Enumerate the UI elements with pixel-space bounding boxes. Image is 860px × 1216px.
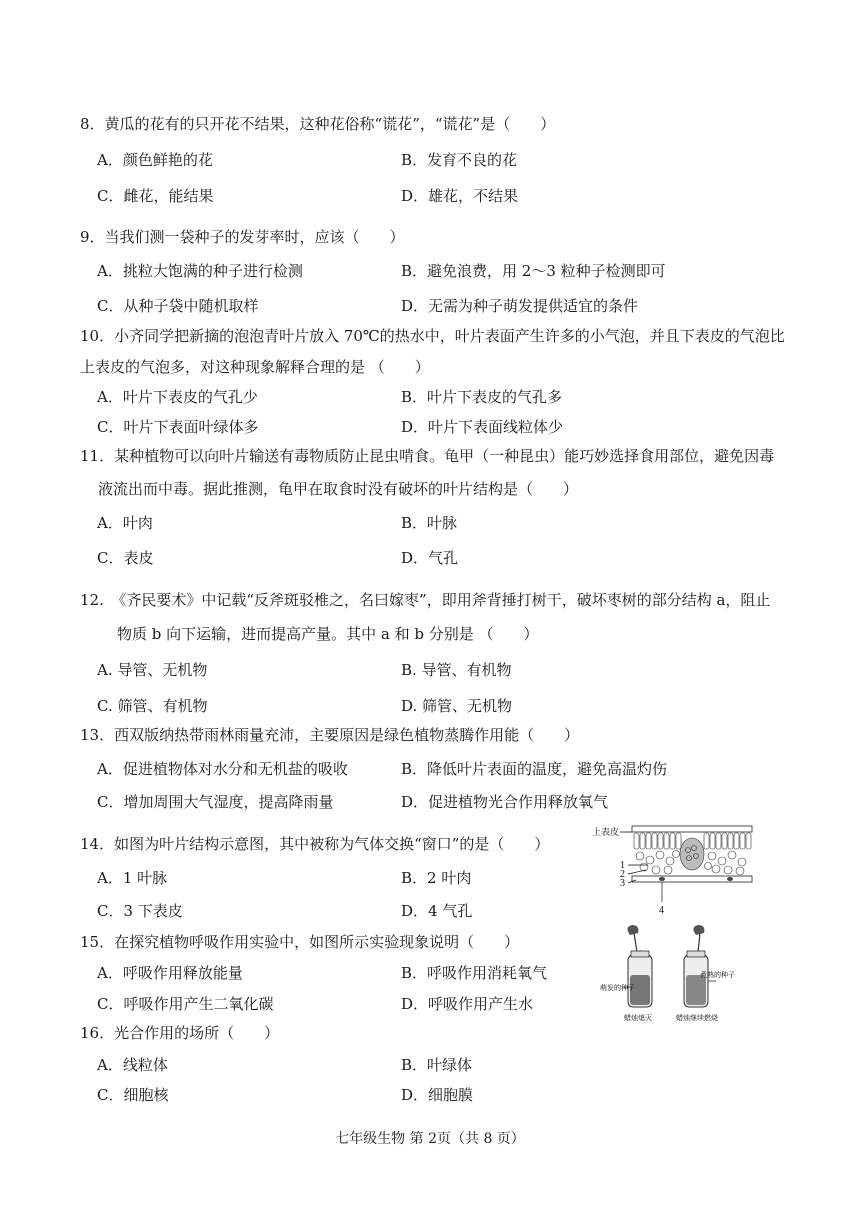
question-10-stem-line-1: 10．小齐同学把新摘的泡泡青叶片放入 70℃的热水中，叶片表面产生许多的小气泡，并且下表皮的气泡比	[80, 327, 785, 345]
question-12-option-d: D. 筛管、无机物	[401, 697, 513, 715]
question-11-stem-line-1: 11．某种植物可以向叶片输送有毒物质防止昆虫啃食。龟甲（一种昆虫）能巧妙选择食用部位，避免因毒	[80, 447, 775, 465]
question-9-option-b: B．避免浪费，用 2～3 粒种子检测即可	[401, 262, 666, 280]
question-14-option-d: D．4 气孔	[401, 902, 473, 920]
question-16-option-b: B．叶绿体	[401, 1056, 473, 1074]
question-12-option-a: A. 导管、无机物	[97, 661, 208, 679]
question-15-stem: 15．在探究植物呼吸作用实验中，如图所示实验现象说明（ ）	[80, 933, 520, 951]
question-16-option-c: C．细胞核	[97, 1086, 169, 1104]
caption-candle-out: 蜡烛熄灭	[624, 1014, 652, 1022]
question-10-option-a: A．叶片下表皮的气孔少	[97, 388, 258, 406]
question-10-option-d: D．叶片下表面线粒体少	[401, 418, 564, 436]
leaf-structure-figure	[592, 820, 757, 920]
question-15-option-b: B．呼吸作用消耗氧气	[401, 964, 548, 982]
question-9-option-d: D．无需为种子萌发提供适宜的条件	[401, 297, 639, 315]
question-8-option-d: D．雄花，不结果	[401, 187, 519, 205]
question-16-stem: 16．光合作用的场所（ ）	[80, 1024, 280, 1042]
question-16-option-a: A．线粒体	[97, 1056, 168, 1074]
question-14-option-a: A．1 叶脉	[97, 869, 168, 887]
question-12-stem-line-1: 12. 《齐民要术》中记载“反斧斑驳椎之，名曰嫁枣”，即用斧背捶打树干，破坏枣树的部分结构 a，阻止	[80, 591, 771, 609]
label-upper-epidermis: 上表皮	[592, 827, 620, 837]
question-11-option-b: B．叶脉	[401, 514, 458, 532]
question-15-option-d: D．呼吸作用产生水	[401, 995, 534, 1013]
page-footer: 七年级生物 第 2页（共 8 页）	[335, 1131, 525, 1147]
question-9-option-c: C．从种子袋中随机取样	[97, 297, 259, 315]
question-9-option-a: A．挑粒大饱满的种子进行检测	[97, 262, 303, 280]
question-8-option-a: A．颜色鲜艳的花	[97, 151, 213, 169]
question-10-option-c: C．叶片下表面叶绿体多	[97, 418, 259, 436]
question-11-option-a: A．叶肉	[97, 514, 153, 532]
label-2: 2	[620, 869, 625, 880]
question-15-option-a: A．呼吸作用释放能量	[97, 964, 243, 982]
question-8-option-c: C．雌花，能结果	[97, 187, 214, 205]
question-13-option-b: B．降低叶片表面的温度，避免高温灼伤	[401, 760, 668, 778]
question-15-option-c: C．呼吸作用产生二氧化碳	[97, 995, 274, 1013]
question-11-option-d: D．气孔	[401, 549, 459, 567]
leaf-cross-section-diagram	[592, 820, 757, 920]
candle-jar-diagram	[600, 925, 735, 1025]
question-13-stem: 13．西双版纳热带雨林雨量充沛，主要原因是绿色植物蒸腾作用能（ ）	[80, 726, 580, 744]
question-9-stem: 9．当我们测一袋种子的发芽率时，应该（ ）	[80, 228, 405, 246]
label-3: 3	[620, 878, 625, 889]
question-13-option-a: A．促进植物体对水分和无机盐的吸收	[97, 760, 348, 778]
question-8-option-b: B．发育不良的花	[401, 151, 518, 169]
question-16-option-d: D．细胞膜	[401, 1086, 474, 1104]
question-13-option-d: D．促进植物光合作用释放氧气	[401, 793, 609, 811]
label-1: 1	[620, 860, 625, 871]
label-germinating-seeds: 萌发的种子	[600, 984, 635, 992]
question-12-option-b: B. 导管、有机物	[401, 661, 512, 679]
question-12-stem-line-2: 物质 b 向下运输，进而提高产量。其中 a 和 b 分别是 （ ）	[117, 625, 539, 643]
label-boiled-seeds: 煮熟的种子	[700, 971, 735, 979]
question-11-option-c: C．表皮	[97, 549, 154, 567]
question-13-option-c: C．增加周围大气湿度，提高降雨量	[97, 793, 334, 811]
label-4: 4	[659, 905, 664, 916]
question-10-stem-line-2: 上表皮的气泡多，对这种现象解释合理的是 （ ）	[80, 358, 430, 376]
seed-respiration-figure	[600, 925, 735, 1025]
question-10-option-b: B．叶片下表皮的气孔多	[401, 388, 563, 406]
question-12-option-c: C. 筛管、有机物	[97, 697, 208, 715]
question-14-stem: 14．如图为叶片结构示意图，其中被称为气体交换“窗口”的是（ ）	[80, 835, 550, 853]
question-14-option-c: C．3 下表皮	[97, 902, 183, 920]
question-8-stem: 8．黄瓜的花有的只开花不结果，这种花俗称“谎花”，“谎花”是（ ）	[80, 115, 556, 133]
question-14-option-b: B．2 叶肉	[401, 869, 472, 887]
question-11-stem-line-2: 液流出而中毒。据此推测，龟甲在取食时没有破坏的叶片结构是（ ）	[98, 480, 579, 498]
caption-candle-burning: 蜡烛继续燃烧	[676, 1014, 718, 1022]
